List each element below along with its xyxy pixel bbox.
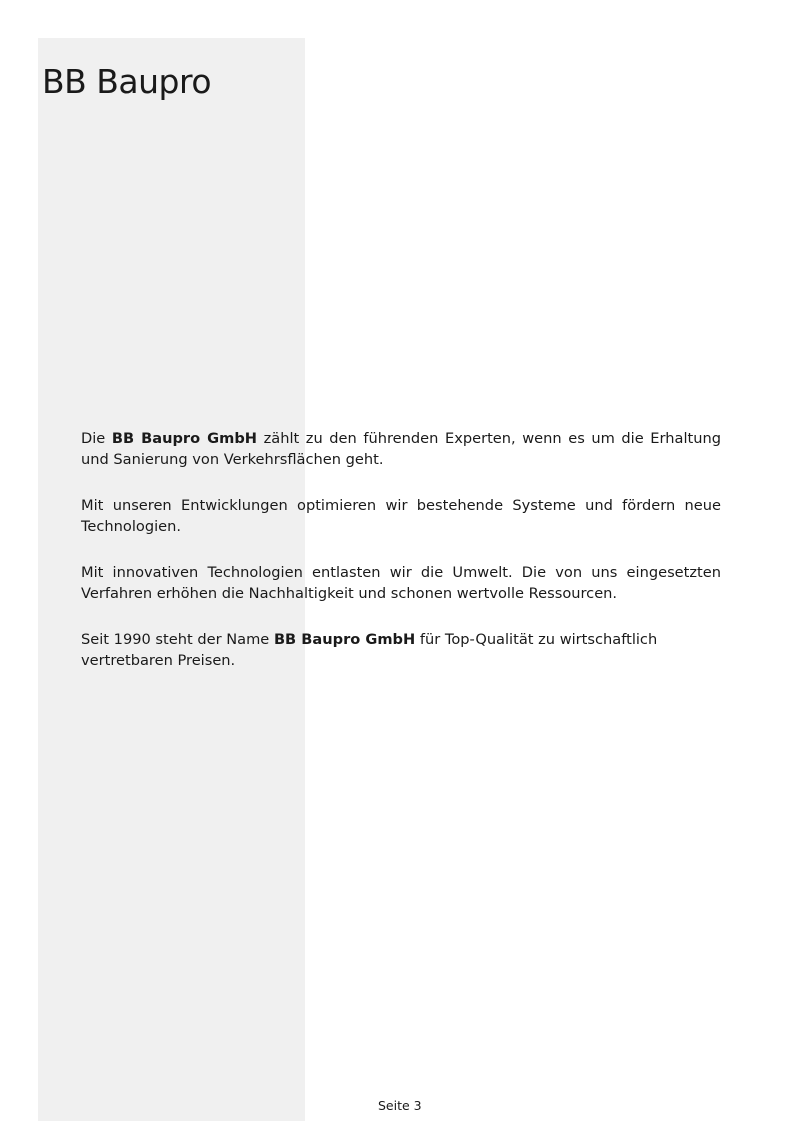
- paragraph-since-1990: [81, 629, 721, 671]
- company-name: BB Baupro GmbH: [273, 631, 416, 648]
- brand-title: BB Baupro: [42, 62, 212, 101]
- page-number: Seite 3: [378, 1098, 422, 1113]
- paragraph-environment: Mit innovativen Technologien entlasten wir die Umwelt. Die von uns eingesetzten Verfahren erhöhen die Nachhaltigkeit und schonen wertvolle Ressourcen.: [81, 564, 721, 602]
- company-name: BB Baupro GmbH: [111, 430, 258, 447]
- paragraph-intro-lead: Die: [81, 430, 112, 447]
- paragraph-since-lead: Seit 1990 steht der Name: [81, 631, 274, 648]
- paragraph-development: Mit unseren Entwicklungen optimieren wir bestehende Systeme und fördern neue Technologien.: [81, 497, 721, 535]
- paragraph-intro: [81, 428, 721, 470]
- intro-text: [81, 428, 721, 696]
- paragraph-intro-rest: zählt zu den führenden Experten, wenn es um die Erhaltung und Sanierung von Verkehrsflächen geht.: [81, 430, 721, 468]
- paragraph-since-rest: für Top-Qualität zu wirtschaftlich vertretbaren Preisen.: [81, 631, 658, 669]
